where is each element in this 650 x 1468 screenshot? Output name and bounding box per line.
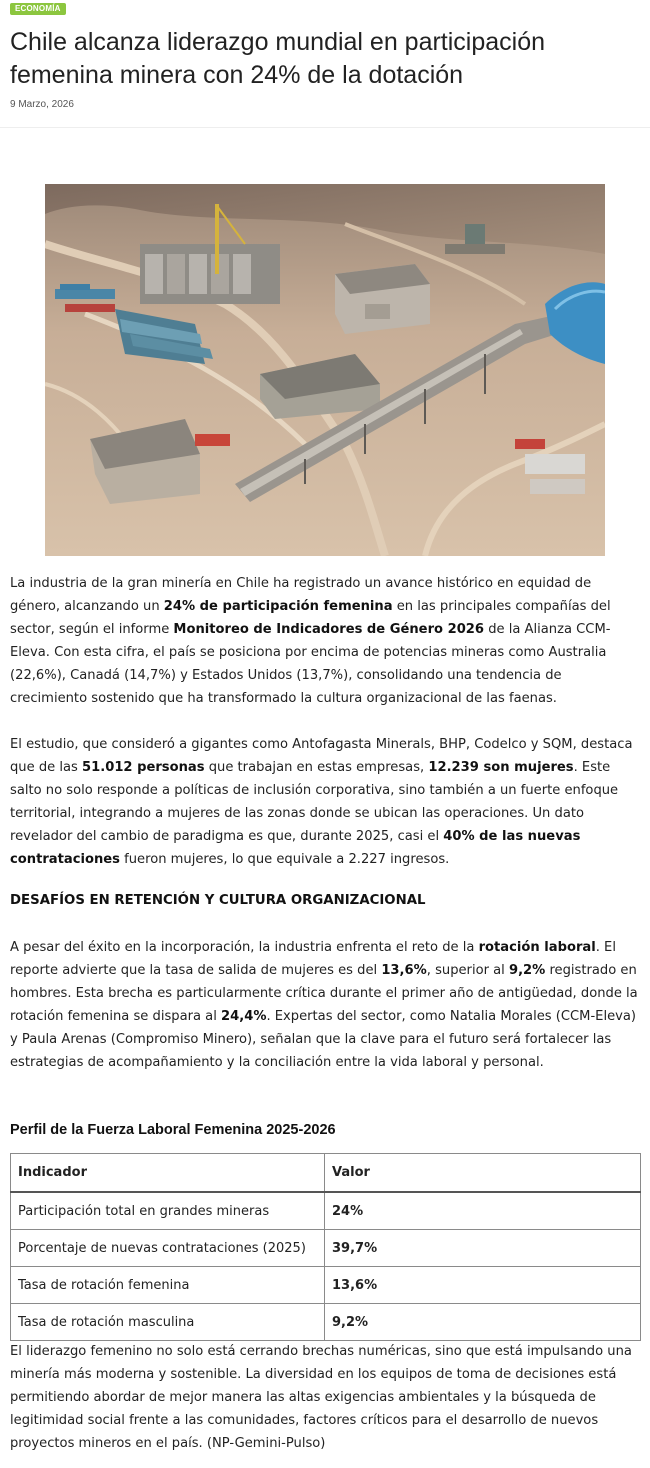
- table-row: [11, 1267, 641, 1304]
- indicator-cell: Tasa de rotación masculina: [11, 1304, 325, 1341]
- indicator-cell: Porcentaje de nuevas contrataciones (2025): [11, 1230, 325, 1267]
- article-title: Chile alcanza liderazgo mundial en participación femenina minera con 24% de la dotación: [10, 28, 546, 89]
- value-cell: 13,6%: [325, 1267, 641, 1304]
- value-cell: 24%: [325, 1192, 641, 1230]
- article-photo: [45, 184, 605, 556]
- paragraph-intro: La industria de la gran minería en Chile ha registrado un avance histórico en equidad de género, alcanzando un 24% de participación femenina en las principales compañías del sector, según el informe Monitoreo de Indicadores de Género 2026 de la Alianza CCM-Eleva. Con esta cifra, el país se posiciona por encima de potencias mineras como Australia (22,6%), Canadá (14,7%) y Estados Unidos (13,7%), consolidando una tendencia de crecimiento sostenido que ha transformado la cultura organizacional de las faenas.: [10, 576, 611, 706]
- header-divider: [0, 127, 650, 128]
- category-badge[interactable]: ECONOMÍA: [10, 3, 66, 15]
- section-heading: DESAFÍOS EN RETENCIÓN Y CULTURA ORGANIZACIONAL: [10, 893, 426, 908]
- table-row: [11, 1304, 641, 1341]
- highlight-women-count: 12.239 son mujeres: [428, 760, 574, 775]
- paragraph-study: El estudio, que consideró a gigantes como Antofagasta Minerals, BHP, Codelco y SQM, destaca que de las 51.012 personas que trabajan en estas empresas, 12.239 son mujeres. Este salto no solo responde a políticas de inclusión corporativa, sino también a un fuerte enfoque territorial, integrando a mujeres de las zonas donde se ubican las operaciones. Un dato revelador del cambio de paradigma es que, durante 2025, casi el 40% de las nuevas contrataciones fueron mujeres, lo que equivale a 2.227 ingresos.: [10, 737, 633, 867]
- highlight-first-year-rate: 24,4%: [221, 1009, 267, 1024]
- article-date: 9 Marzo, 2026: [10, 99, 74, 110]
- workforce-table: [10, 1153, 641, 1341]
- indicator-cell: Tasa de rotación femenina: [11, 1267, 325, 1304]
- indicator-cell: Participación total en grandes mineras: [11, 1192, 325, 1230]
- highlight-report-name: Monitoreo de Indicadores de Género 2026: [173, 622, 485, 637]
- table-row: [11, 1230, 641, 1267]
- highlight-total-workers: 51.012 personas: [82, 760, 205, 775]
- highlight-male-rate: 9,2%: [508, 963, 546, 978]
- highlight-female-rate: 13,6%: [381, 963, 427, 978]
- table-title: Perfil de la Fuerza Laboral Femenina 2025-2026: [10, 1122, 336, 1138]
- column-header-value: Valor: [325, 1154, 641, 1193]
- paragraph-closing: El liderazgo femenino no solo está cerrando brechas numéricas, sino que está impulsando una minería más moderna y sostenible. La diversidad en los equipos de toma de decisiones está permitiendo abordar de mejor manera las altas exigencias ambientales y la búsqueda de legitimidad social frente a las comunidades, factores críticos para el desarrollo de nuevos proyectos mineros en el país. (NP-Gemini-Pulso): [10, 1344, 632, 1451]
- highlight-rotation: rotación laboral: [478, 940, 596, 955]
- highlight-participation: 24% de participación femenina: [163, 599, 393, 614]
- table-header-row: [11, 1154, 641, 1193]
- column-header-indicator: Indicador: [11, 1154, 325, 1193]
- value-cell: 9,2%: [325, 1304, 641, 1341]
- table-row: [11, 1192, 641, 1230]
- value-cell: 39,7%: [325, 1230, 641, 1267]
- highlight-new-hires: 40% de las nuevas contrataciones: [10, 829, 581, 867]
- paragraph-retention: A pesar del éxito en la incorporación, la industria enfrenta el reto de la rotación laboral. El reporte advierte que la tasa de salida de mujeres es del 13,6%, superior al 9,2% registrado en hombres. Esta brecha es particularmente crítica durante el primer año de antigüedad, donde la rotación femenina se dispara al 24,4%. Expertas del sector, como Natalia Morales (CCM-Eleva) y Paula Arenas (Compromiso Minero), señalan que la clave para el futuro será fortalecer las estrategias de acompañamiento y la conciliación entre la vida laboral y personal.: [10, 940, 638, 1070]
